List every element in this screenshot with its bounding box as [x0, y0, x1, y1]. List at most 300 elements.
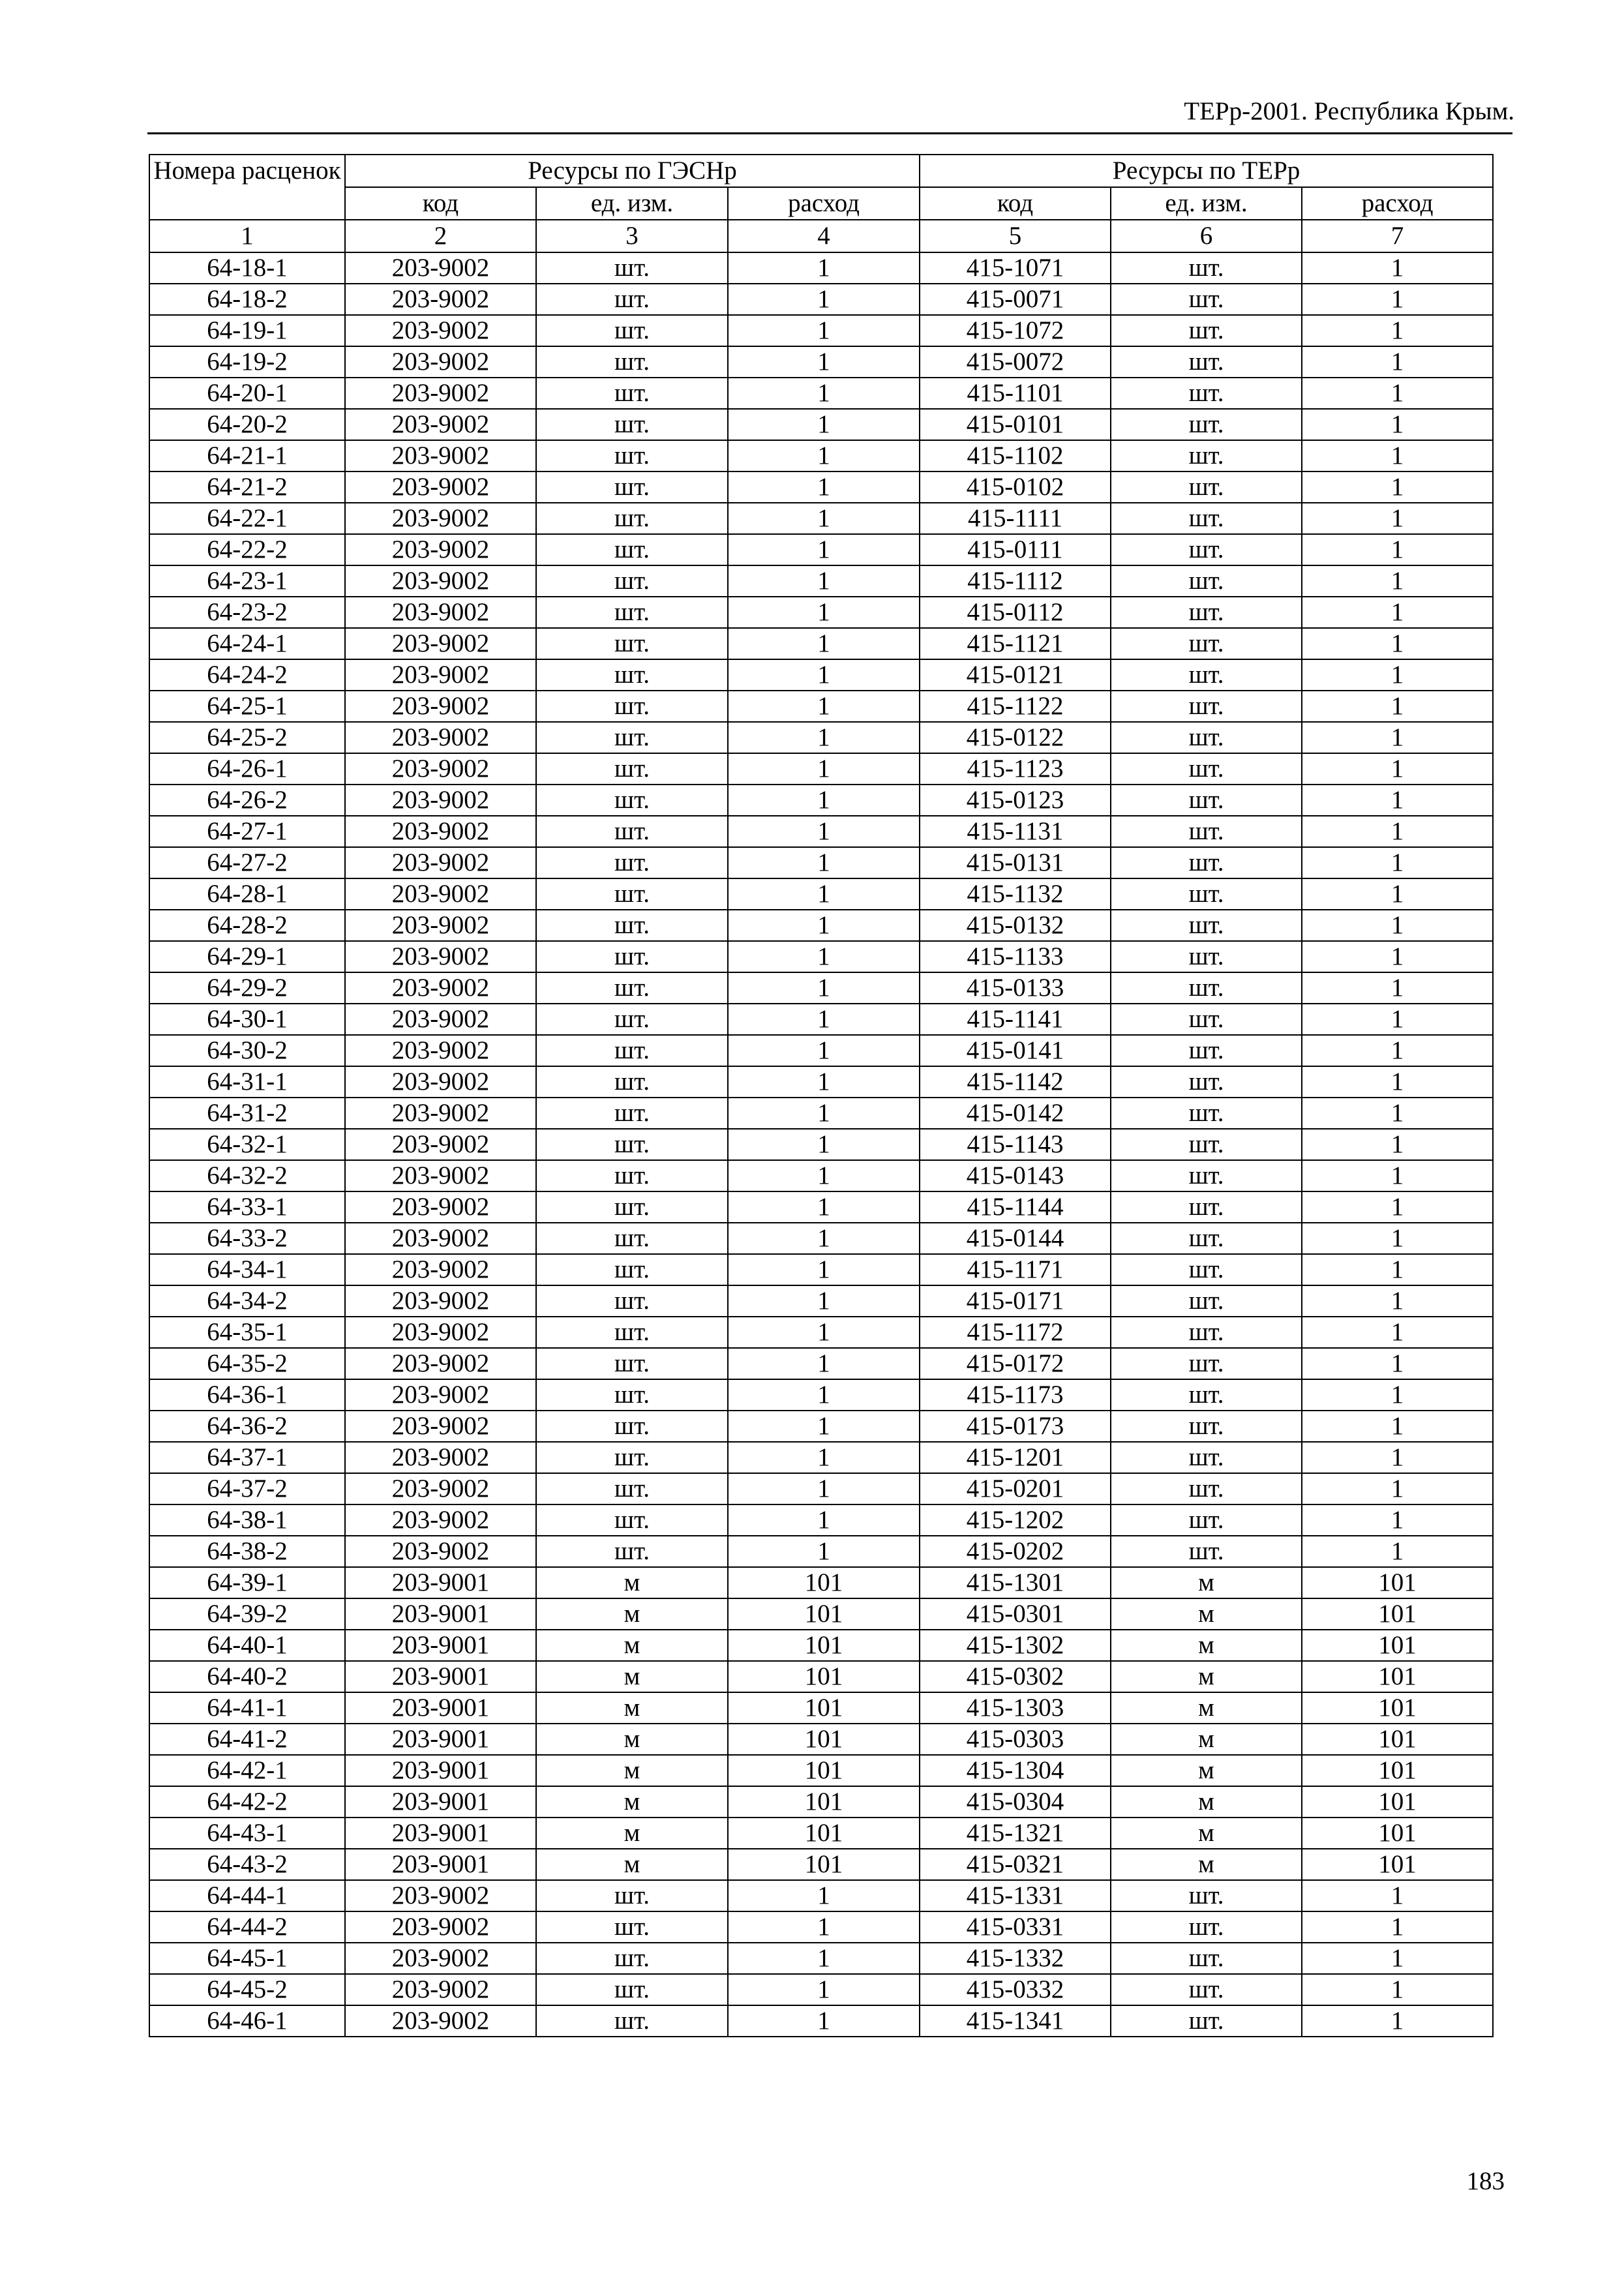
gesn-consumption-cell: 101	[728, 1598, 920, 1630]
running-header: ТЕРр-2001. Республика Крым.	[1184, 97, 1514, 125]
gesn-consumption-cell: 101	[728, 1786, 920, 1818]
table-row	[149, 1442, 1493, 1473]
gesn-consumption-cell: 1	[728, 346, 920, 378]
ter-consumption-cell: 1	[1302, 722, 1493, 753]
header-row-subcolumns	[149, 187, 1493, 220]
gesn-unit-cell: шт.	[536, 252, 728, 284]
ter-consumption-cell: 1	[1302, 1504, 1493, 1536]
ter-code-cell: 415-1121	[920, 628, 1111, 659]
table-row	[149, 691, 1493, 722]
rate-number-cell: 64-22-2	[149, 534, 345, 565]
rate-number-cell: 64-40-1	[149, 1630, 345, 1661]
ter-unit-cell: шт.	[1111, 847, 1302, 878]
rate-number-cell: 64-21-2	[149, 471, 345, 503]
ter-consumption-cell: 1	[1302, 1254, 1493, 1285]
table-row	[149, 1661, 1493, 1692]
ter-code-cell: 415-1201	[920, 1442, 1111, 1473]
ter-code-cell: 415-0332	[920, 1974, 1111, 2005]
rate-number-cell: 64-46-1	[149, 2005, 345, 2037]
ter-code-cell: 415-1302	[920, 1630, 1111, 1661]
gesn-code-header: код	[345, 187, 536, 220]
gesn-consumption-header: расход	[728, 187, 920, 220]
ter-code-cell: 415-1301	[920, 1567, 1111, 1598]
rate-number-cell: 64-20-2	[149, 409, 345, 440]
gesn-consumption-cell: 1	[728, 1880, 920, 1911]
ter-code-cell: 415-1071	[920, 252, 1111, 284]
ter-code-cell: 415-1331	[920, 1880, 1111, 1911]
ter-code-cell: 415-0144	[920, 1223, 1111, 1254]
gesn-unit-cell: шт.	[536, 1379, 728, 1411]
gesn-consumption-cell: 1	[728, 941, 920, 972]
ter-consumption-cell: 1	[1302, 1379, 1493, 1411]
rate-numbers-header: Номера расценок	[149, 155, 345, 220]
gesn-consumption-cell: 1	[728, 409, 920, 440]
ter-unit-cell: м	[1111, 1567, 1302, 1598]
ter-consumption-header: расход	[1302, 187, 1493, 220]
table-row	[149, 659, 1493, 691]
table-row	[149, 1943, 1493, 1974]
gesn-code-cell: 203-9002	[345, 284, 536, 315]
gesn-consumption-cell: 1	[728, 816, 920, 847]
ter-code-cell: 415-0111	[920, 534, 1111, 565]
ter-unit-cell: шт.	[1111, 1254, 1302, 1285]
table-row	[149, 284, 1493, 315]
ter-consumption-cell: 101	[1302, 1849, 1493, 1880]
table-body	[149, 252, 1493, 2037]
ter-code-header: код	[920, 187, 1111, 220]
table-row	[149, 941, 1493, 972]
ter-code-cell: 415-0122	[920, 722, 1111, 753]
rate-number-cell: 64-29-1	[149, 941, 345, 972]
ter-code-cell: 415-0112	[920, 597, 1111, 628]
ter-unit-cell: шт.	[1111, 1098, 1302, 1129]
gesn-consumption-cell: 1	[728, 1285, 920, 1317]
rate-number-cell: 64-23-1	[149, 565, 345, 597]
rate-number-cell: 64-44-1	[149, 1880, 345, 1911]
table-row	[149, 503, 1493, 534]
ter-unit-cell: шт.	[1111, 1160, 1302, 1191]
gesn-unit-cell: шт.	[536, 534, 728, 565]
gesn-consumption-cell: 1	[728, 1348, 920, 1379]
table-row	[149, 628, 1493, 659]
table-row	[149, 378, 1493, 409]
gesn-unit-cell: шт.	[536, 1442, 728, 1473]
gesn-code-cell: 203-9001	[345, 1849, 536, 1880]
rate-number-cell: 64-28-2	[149, 910, 345, 941]
table-row	[149, 910, 1493, 941]
rate-number-cell: 64-36-1	[149, 1379, 345, 1411]
gesn-code-cell: 203-9001	[345, 1567, 536, 1598]
ter-unit-cell: м	[1111, 1849, 1302, 1880]
gesn-unit-cell: шт.	[536, 1317, 728, 1348]
ter-unit-header: ед. изм.	[1111, 187, 1302, 220]
ter-code-cell: 415-1304	[920, 1755, 1111, 1786]
rate-number-cell: 64-37-2	[149, 1473, 345, 1504]
gesn-unit-cell: шт.	[536, 1254, 728, 1285]
gesn-consumption-cell: 1	[728, 1911, 920, 1943]
table-row	[149, 1630, 1493, 1661]
ter-consumption-cell: 1	[1302, 409, 1493, 440]
gesn-unit-cell: м	[536, 1661, 728, 1692]
gesn-consumption-cell: 1	[728, 1160, 920, 1191]
ter-code-cell: 415-0202	[920, 1536, 1111, 1567]
gesn-unit-cell: шт.	[536, 1129, 728, 1160]
gesn-unit-cell: м	[536, 1849, 728, 1880]
table-row	[149, 252, 1493, 284]
ter-unit-cell: шт.	[1111, 252, 1302, 284]
gesn-unit-cell: шт.	[536, 1035, 728, 1066]
table-row	[149, 1598, 1493, 1630]
rate-number-cell: 64-24-2	[149, 659, 345, 691]
gesn-unit-cell: шт.	[536, 1098, 728, 1129]
gesn-consumption-cell: 101	[728, 1692, 920, 1724]
ter-consumption-cell: 1	[1302, 252, 1493, 284]
ter-consumption-cell: 1	[1302, 1098, 1493, 1129]
gesn-unit-cell: шт.	[536, 691, 728, 722]
gesn-unit-cell: шт.	[536, 972, 728, 1004]
ter-consumption-cell: 1	[1302, 1442, 1493, 1473]
ter-consumption-cell: 1	[1302, 816, 1493, 847]
ter-consumption-cell: 101	[1302, 1630, 1493, 1661]
gesn-consumption-cell: 1	[728, 1411, 920, 1442]
table-row	[149, 1536, 1493, 1567]
gesn-code-cell: 203-9002	[345, 1285, 536, 1317]
rate-number-cell: 64-35-1	[149, 1317, 345, 1348]
gesn-consumption-cell: 1	[728, 1473, 920, 1504]
ter-unit-cell: шт.	[1111, 597, 1302, 628]
ter-code-cell: 415-1131	[920, 816, 1111, 847]
ter-consumption-cell: 1	[1302, 1223, 1493, 1254]
gesn-code-cell: 203-9002	[345, 910, 536, 941]
gesn-unit-cell: шт.	[536, 1880, 728, 1911]
gesn-code-cell: 203-9002	[345, 1536, 536, 1567]
rate-number-cell: 64-39-2	[149, 1598, 345, 1630]
ter-unit-cell: шт.	[1111, 409, 1302, 440]
gesn-unit-cell: шт.	[536, 1223, 728, 1254]
gesn-code-cell: 203-9002	[345, 1223, 536, 1254]
ter-code-cell: 415-0121	[920, 659, 1111, 691]
gesn-code-cell: 203-9002	[345, 785, 536, 816]
ter-consumption-cell: 1	[1302, 1974, 1493, 2005]
ter-consumption-cell: 101	[1302, 1786, 1493, 1818]
gesn-unit-cell: шт.	[536, 2005, 728, 2037]
gesn-consumption-cell: 1	[728, 252, 920, 284]
resources-table	[149, 154, 1494, 2037]
table-row	[149, 1191, 1493, 1223]
column-number: 3	[536, 220, 728, 252]
column-number: 4	[728, 220, 920, 252]
rate-number-cell: 64-27-2	[149, 847, 345, 878]
rate-number-cell: 64-23-2	[149, 597, 345, 628]
ter-unit-cell: шт.	[1111, 972, 1302, 1004]
ter-unit-cell: шт.	[1111, 691, 1302, 722]
ter-unit-cell: шт.	[1111, 722, 1302, 753]
rate-number-cell: 64-31-2	[149, 1098, 345, 1129]
ter-consumption-cell: 101	[1302, 1661, 1493, 1692]
ter-unit-cell: м	[1111, 1630, 1302, 1661]
ter-unit-cell: шт.	[1111, 910, 1302, 941]
header-rule	[147, 132, 1512, 134]
ter-consumption-cell: 1	[1302, 1285, 1493, 1317]
table-row	[149, 1724, 1493, 1755]
gesn-code-cell: 203-9002	[345, 972, 536, 1004]
gesn-unit-cell: шт.	[536, 628, 728, 659]
table-row	[149, 1504, 1493, 1536]
gesn-unit-cell: шт.	[536, 659, 728, 691]
gesn-consumption-cell: 1	[728, 691, 920, 722]
gesn-code-cell: 203-9001	[345, 1818, 536, 1849]
gesn-consumption-cell: 101	[728, 1818, 920, 1849]
gesn-consumption-cell: 1	[728, 1974, 920, 2005]
ter-unit-cell: шт.	[1111, 471, 1302, 503]
ter-code-cell: 415-0141	[920, 1035, 1111, 1066]
ter-code-cell: 415-1341	[920, 2005, 1111, 2037]
ter-consumption-cell: 1	[1302, 1880, 1493, 1911]
gesn-code-cell: 203-9002	[345, 1254, 536, 1285]
gesn-unit-cell: шт.	[536, 1004, 728, 1035]
gesn-code-cell: 203-9002	[345, 1411, 536, 1442]
ter-unit-cell: шт.	[1111, 1035, 1302, 1066]
gesn-code-cell: 203-9001	[345, 1692, 536, 1724]
ter-consumption-cell: 1	[1302, 1943, 1493, 1974]
gesn-consumption-cell: 1	[728, 1098, 920, 1129]
rate-number-cell: 64-34-1	[149, 1254, 345, 1285]
ter-unit-cell: м	[1111, 1755, 1302, 1786]
rate-number-cell: 64-30-2	[149, 1035, 345, 1066]
gesn-consumption-cell: 1	[728, 628, 920, 659]
ter-code-cell: 415-0071	[920, 284, 1111, 315]
gesn-code-cell: 203-9002	[345, 565, 536, 597]
ter-code-cell: 415-1112	[920, 565, 1111, 597]
table-row	[149, 1348, 1493, 1379]
ter-consumption-cell: 1	[1302, 1129, 1493, 1160]
gesn-unit-cell: шт.	[536, 722, 728, 753]
gesn-consumption-cell: 1	[728, 565, 920, 597]
gesn-code-cell: 203-9002	[345, 378, 536, 409]
gesn-consumption-cell: 1	[728, 1536, 920, 1567]
rate-number-cell: 64-37-1	[149, 1442, 345, 1473]
ter-code-cell: 415-1122	[920, 691, 1111, 722]
gesn-code-cell: 203-9002	[345, 1379, 536, 1411]
gesn-code-cell: 203-9002	[345, 534, 536, 565]
rate-number-cell: 64-30-1	[149, 1004, 345, 1035]
ter-consumption-cell: 1	[1302, 503, 1493, 534]
ter-code-cell: 415-1173	[920, 1379, 1111, 1411]
rate-number-cell: 64-19-1	[149, 315, 345, 346]
rate-number-cell: 64-35-2	[149, 1348, 345, 1379]
table-row	[149, 534, 1493, 565]
table-row	[149, 1160, 1493, 1191]
ter-consumption-cell: 1	[1302, 597, 1493, 628]
ter-unit-cell: шт.	[1111, 1379, 1302, 1411]
gesn-consumption-cell: 1	[728, 722, 920, 753]
ter-consumption-cell: 1	[1302, 284, 1493, 315]
rate-number-cell: 64-38-1	[149, 1504, 345, 1536]
gesn-unit-cell: шт.	[536, 471, 728, 503]
gesn-code-cell: 203-9002	[345, 440, 536, 471]
ter-consumption-cell: 1	[1302, 878, 1493, 910]
gesn-code-cell: 203-9002	[345, 1098, 536, 1129]
gesn-code-cell: 203-9002	[345, 1129, 536, 1160]
ter-unit-cell: шт.	[1111, 878, 1302, 910]
gesn-unit-cell: м	[536, 1724, 728, 1755]
table-row	[149, 1317, 1493, 1348]
rate-number-cell: 64-20-1	[149, 378, 345, 409]
table-row	[149, 1098, 1493, 1129]
ter-unit-cell: шт.	[1111, 1191, 1302, 1223]
rate-number-cell: 64-42-2	[149, 1786, 345, 1818]
ter-consumption-cell: 101	[1302, 1724, 1493, 1755]
ter-consumption-cell: 101	[1302, 1818, 1493, 1849]
ter-unit-cell: шт.	[1111, 534, 1302, 565]
page-number: 183	[1466, 2167, 1505, 2195]
ter-consumption-cell: 1	[1302, 1473, 1493, 1504]
rate-number-cell: 64-18-1	[149, 252, 345, 284]
ter-consumption-cell: 1	[1302, 941, 1493, 972]
gesn-unit-cell: шт.	[536, 816, 728, 847]
gesn-unit-cell: шт.	[536, 847, 728, 878]
rate-number-cell: 64-42-1	[149, 1755, 345, 1786]
rate-number-cell: 64-40-2	[149, 1661, 345, 1692]
ter-code-cell: 415-0331	[920, 1911, 1111, 1943]
ter-unit-cell: шт.	[1111, 2005, 1302, 2037]
ter-code-cell: 415-0201	[920, 1473, 1111, 1504]
ter-unit-cell: шт.	[1111, 1348, 1302, 1379]
gesn-code-cell: 203-9002	[345, 878, 536, 910]
table-row	[149, 1786, 1493, 1818]
gesn-code-cell: 203-9002	[345, 816, 536, 847]
ter-unit-cell: шт.	[1111, 1974, 1302, 2005]
gesn-code-cell: 203-9002	[345, 315, 536, 346]
table-row	[149, 1911, 1493, 1943]
gesn-code-cell: 203-9002	[345, 1880, 536, 1911]
table-row	[149, 1755, 1493, 1786]
gesn-unit-cell: шт.	[536, 1191, 728, 1223]
ter-unit-cell: шт.	[1111, 1317, 1302, 1348]
ter-consumption-cell: 1	[1302, 471, 1493, 503]
gesn-unit-cell: шт.	[536, 346, 728, 378]
gesn-consumption-cell: 101	[728, 1567, 920, 1598]
ter-unit-cell: шт.	[1111, 659, 1302, 691]
gesn-consumption-cell: 1	[728, 534, 920, 565]
gesn-consumption-cell: 101	[728, 1849, 920, 1880]
column-number: 7	[1302, 220, 1493, 252]
gesn-unit-cell: шт.	[536, 1943, 728, 1974]
rate-number-cell: 64-29-2	[149, 972, 345, 1004]
gesn-code-cell: 203-9001	[345, 1598, 536, 1630]
gesn-consumption-cell: 1	[728, 1035, 920, 1066]
ter-code-cell: 415-1111	[920, 503, 1111, 534]
gesn-code-cell: 203-9002	[345, 1974, 536, 2005]
ter-unit-cell: шт.	[1111, 1129, 1302, 1160]
gesn-resources-header: Ресурсы по ГЭСНр	[345, 155, 920, 187]
gesn-unit-cell: шт.	[536, 785, 728, 816]
ter-consumption-cell: 1	[1302, 910, 1493, 941]
gesn-unit-cell: м	[536, 1755, 728, 1786]
gesn-unit-cell: шт.	[536, 910, 728, 941]
gesn-code-cell: 203-9002	[345, 1160, 536, 1191]
rate-number-cell: 64-43-1	[149, 1818, 345, 1849]
ter-consumption-cell: 1	[1302, 1191, 1493, 1223]
ter-unit-cell: шт.	[1111, 816, 1302, 847]
ter-consumption-cell: 1	[1302, 1411, 1493, 1442]
ter-unit-cell: шт.	[1111, 941, 1302, 972]
ter-unit-cell: шт.	[1111, 1943, 1302, 1974]
gesn-consumption-cell: 1	[728, 2005, 920, 2037]
gesn-code-cell: 203-9002	[345, 1943, 536, 1974]
gesn-code-cell: 203-9002	[345, 1442, 536, 1473]
ter-consumption-cell: 1	[1302, 1004, 1493, 1035]
ter-unit-cell: шт.	[1111, 503, 1302, 534]
gesn-unit-cell: шт.	[536, 1536, 728, 1567]
gesn-consumption-cell: 1	[728, 1504, 920, 1536]
ter-consumption-cell: 101	[1302, 1598, 1493, 1630]
ter-unit-cell: шт.	[1111, 315, 1302, 346]
gesn-code-cell: 203-9002	[345, 1317, 536, 1348]
table-row	[149, 785, 1493, 816]
gesn-code-cell: 203-9001	[345, 1755, 536, 1786]
ter-consumption-cell: 1	[1302, 1160, 1493, 1191]
table-row	[149, 1254, 1493, 1285]
ter-unit-cell: м	[1111, 1786, 1302, 1818]
gesn-code-cell: 203-9002	[345, 597, 536, 628]
gesn-unit-cell: шт.	[536, 878, 728, 910]
ter-code-cell: 415-1171	[920, 1254, 1111, 1285]
gesn-consumption-cell: 1	[728, 471, 920, 503]
gesn-code-cell: 203-9002	[345, 1504, 536, 1536]
ter-consumption-cell: 1	[1302, 847, 1493, 878]
ter-consumption-cell: 1	[1302, 659, 1493, 691]
table-row	[149, 847, 1493, 878]
ter-consumption-cell: 1	[1302, 565, 1493, 597]
table-row	[149, 1285, 1493, 1317]
gesn-unit-cell: м	[536, 1598, 728, 1630]
table-row	[149, 471, 1493, 503]
table-row	[149, 816, 1493, 847]
table-row	[149, 2005, 1493, 2037]
ter-unit-cell: шт.	[1111, 1880, 1302, 1911]
gesn-code-cell: 203-9001	[345, 1630, 536, 1661]
ter-code-cell: 415-1133	[920, 941, 1111, 972]
gesn-code-cell: 203-9002	[345, 409, 536, 440]
ter-unit-cell: шт.	[1111, 1504, 1302, 1536]
ter-unit-cell: шт.	[1111, 378, 1302, 409]
gesn-code-cell: 203-9002	[345, 1035, 536, 1066]
gesn-unit-cell: шт.	[536, 941, 728, 972]
ter-unit-cell: шт.	[1111, 1223, 1302, 1254]
rate-number-cell: 64-21-1	[149, 440, 345, 471]
gesn-consumption-cell: 1	[728, 1254, 920, 1285]
ter-code-cell: 415-0304	[920, 1786, 1111, 1818]
gesn-unit-cell: шт.	[536, 565, 728, 597]
gesn-consumption-cell: 1	[728, 1442, 920, 1473]
ter-unit-cell: шт.	[1111, 785, 1302, 816]
table-row	[149, 315, 1493, 346]
ter-code-cell: 415-0123	[920, 785, 1111, 816]
gesn-code-cell: 203-9002	[345, 471, 536, 503]
rate-number-cell: 64-18-2	[149, 284, 345, 315]
gesn-code-cell: 203-9001	[345, 1661, 536, 1692]
gesn-code-cell: 203-9002	[345, 941, 536, 972]
rate-number-cell: 64-39-1	[149, 1567, 345, 1598]
table-row	[149, 1066, 1493, 1098]
ter-code-cell: 415-1132	[920, 878, 1111, 910]
ter-unit-cell: шт.	[1111, 753, 1302, 785]
gesn-consumption-cell: 1	[728, 1943, 920, 1974]
gesn-code-cell: 203-9002	[345, 1473, 536, 1504]
table-row	[149, 1974, 1493, 2005]
header-row-groups	[149, 155, 1493, 187]
